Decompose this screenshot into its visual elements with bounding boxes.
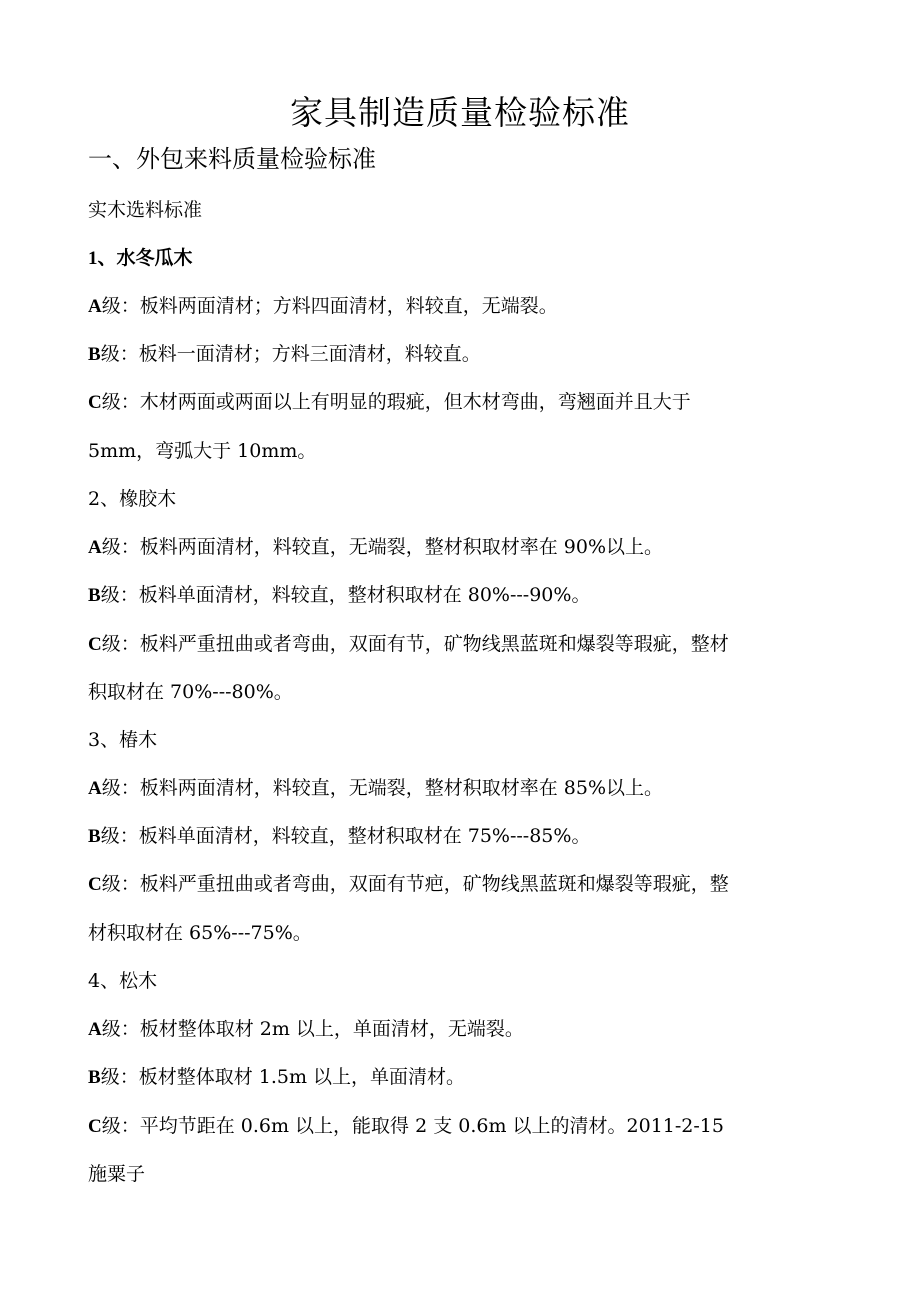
grade-text: 级：木材两面或两面以上有明显的瑕疵，但木材弯曲，弯翘面并且大于 <box>101 391 691 413</box>
wood-heading-text: 3、椿木 <box>88 729 158 751</box>
grade-line <box>88 334 481 375</box>
grade-letter: C <box>88 634 102 655</box>
grade-letter: B <box>88 826 101 847</box>
grade-letter: C <box>88 1116 102 1137</box>
grade-letter: B <box>88 1067 101 1088</box>
grade-line <box>88 527 663 568</box>
grade-text: 级：平均节距在 0.6m 以上，能取得 2 支 0.6m 以上的清材。2011-2-15 <box>101 1115 724 1137</box>
wood-heading <box>88 479 176 519</box>
grade-letter: B <box>88 344 101 365</box>
grade-line <box>88 1009 524 1050</box>
grade-letter: A <box>88 296 102 317</box>
grade-text: 级：板料两面清材，料较直，无端裂，整材积取材率在 85%以上。 <box>101 777 664 799</box>
grade-letter: A <box>88 1019 102 1040</box>
grade-letter: A <box>88 537 102 558</box>
grade-line <box>88 1106 724 1147</box>
grade-letter: C <box>88 874 102 895</box>
grade-letter: C <box>88 392 102 413</box>
grade-line <box>88 286 558 327</box>
grade-line <box>88 768 663 809</box>
wood-heading-text: 1、水冬瓜木 <box>88 248 193 269</box>
grade-line <box>88 816 590 857</box>
grade-line <box>88 864 729 905</box>
grade-continuation <box>88 672 293 712</box>
wood-heading-text: 2、橡胶木 <box>88 488 177 510</box>
grade-continuation <box>88 913 312 953</box>
wood-heading-text: 4、松木 <box>88 970 158 992</box>
wood-heading <box>88 961 157 1001</box>
grade-text: 级：板料一面清材；方料三面清材，料较直。 <box>100 343 481 365</box>
grade-text: 5mm，弯弧大于 10mm。 <box>88 440 317 462</box>
grade-line <box>88 1057 465 1098</box>
grade-text: 材积取材在 65%---75%。 <box>88 922 312 944</box>
grade-line <box>88 575 590 616</box>
grade-text: 级：板料单面清材，料较直，整材积取材在 75%---85%。 <box>100 825 591 847</box>
grade-continuation <box>88 431 316 471</box>
wood-heading <box>88 720 157 760</box>
grade-letter: B <box>88 585 101 606</box>
grade-line <box>88 382 691 423</box>
author-name: 施粟子 <box>88 1163 146 1185</box>
grade-text: 级：板料单面清材，料较直，整材积取材在 80%---90%。 <box>100 584 591 606</box>
section-heading: 一、外包来料质量检验标准 <box>88 145 376 173</box>
grade-text: 级：板料严重扭曲或者弯曲，双面有节，矿物线黑蓝斑和爆裂等瑕疵，整材 <box>101 633 729 655</box>
grade-text: 级：板材整体取材 1.5m 以上，单面清材。 <box>100 1066 466 1088</box>
wood-heading <box>88 238 193 279</box>
grade-text: 级：板材整体取材 2m 以上，单面清材，无端裂。 <box>101 1018 524 1040</box>
grade-text: 积取材在 70%---80%。 <box>88 681 293 703</box>
grade-letter: A <box>88 778 102 799</box>
grade-text: 级：板料严重扭曲或者弯曲，双面有节疤，矿物线黑蓝斑和爆裂等瑕疵，整 <box>101 873 729 895</box>
grade-line <box>88 624 729 665</box>
document-title: 家具制造质量检验标准 <box>290 93 630 132</box>
grade-text: 级：板料两面清材，料较直，无端裂，整材积取材率在 90%以上。 <box>101 536 664 558</box>
grade-text: 级：板料两面清材；方料四面清材，料较直，无端裂。 <box>101 295 558 317</box>
subheading: 实木选料标准 <box>88 199 203 221</box>
